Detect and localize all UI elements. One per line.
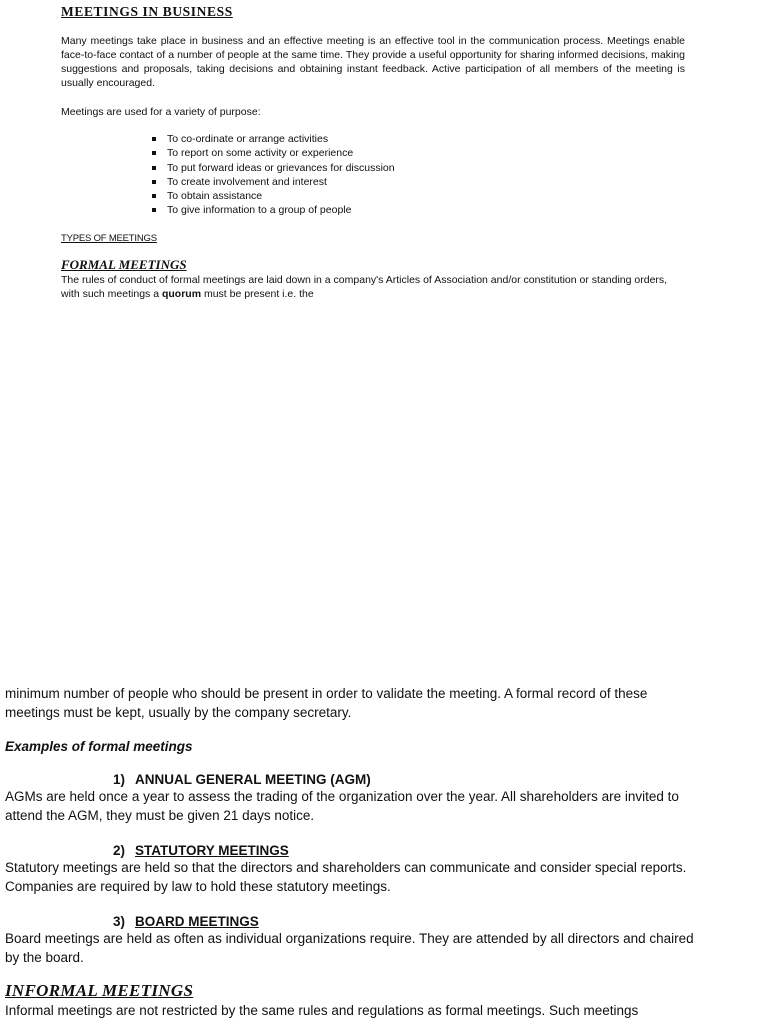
list-number: 1) [113, 772, 126, 787]
purpose-list-item: To create involvement and interest [150, 175, 685, 189]
formal-meetings-paragraph [61, 273, 685, 301]
statutory-description: Statutory meetings are held so that the directors and shareholders can communicate and consider special reports. Companies are required by law to hold these statutory meetings. [5, 860, 687, 894]
purpose-list-item: To co-ordinate or arrange activities [150, 132, 685, 146]
agm-heading [113, 772, 705, 787]
list-number: 3) [113, 914, 126, 929]
document-bottom-section [5, 684, 705, 1020]
statutory-heading [113, 843, 705, 858]
agm-title: ANNUAL GENERAL MEETING (AGM) [135, 772, 371, 787]
board-title: BOARD MEETINGS [135, 914, 259, 929]
informal-meetings-heading: INFORMAL MEETINGS [5, 981, 194, 1000]
statutory-title: STATUTORY MEETINGS [135, 843, 289, 858]
board-description: Board meetings are held as often as individual organizations require. They are attended by all directors and chaired by the board. [5, 931, 694, 965]
document-top-section [61, 4, 685, 301]
formal-meetings-heading: FORMAL MEETINGS [61, 256, 187, 272]
purpose-list [61, 132, 685, 218]
purpose-list-item: To obtain assistance [150, 189, 685, 203]
intro-paragraph: Many meetings take place in business and an effective meeting is an effective tool in the communication process. Meetings enable face-to-face contact of a number of people at the same time. They provide a useful opportunity for sharing informed decisions, making suggestions and proposals, taking decisions and obtaining instant feedback. Active participation of all members of the meeting is usually encouraged. [61, 35, 685, 89]
agm-description: AGMs are held once a year to assess the trading of the organization over the year. All shareholders are invited to attend the AGM, they must be given 21 days notice. [5, 789, 679, 823]
continuation-paragraph: minimum number of people who should be present in order to validate the meeting. A formal record of these meetings must be kept, usually by the company secretary. [5, 686, 648, 720]
document-title: MEETINGS IN BUSINESS [61, 4, 233, 19]
purpose-list-item: To give information to a group of people [150, 203, 685, 217]
quorum-term: quorum [161, 287, 202, 300]
examples-heading: Examples of formal meetings [5, 739, 193, 754]
list-number: 2) [113, 843, 126, 858]
types-of-meetings-heading: TYPES OF MEETINGS [61, 232, 157, 244]
purpose-list-item: To put forward ideas or grievances for discussion [150, 161, 685, 175]
board-heading [113, 914, 705, 929]
purpose-lead-text: Meetings are used for a variety of purpose: [61, 106, 261, 118]
formal-para-text-end: must be present i.e. the [201, 287, 314, 300]
formal-para-text: The rules of conduct of formal meetings are laid down in a company's Articles of Association and/or constitution or standing orders, with such meetings a [61, 273, 668, 300]
informal-meetings-paragraph: Informal meetings are not restricted by the same rules and regulations as formal meetings. Such meetings [5, 1003, 639, 1018]
purpose-list-item: To report on some activity or experience [150, 146, 685, 160]
